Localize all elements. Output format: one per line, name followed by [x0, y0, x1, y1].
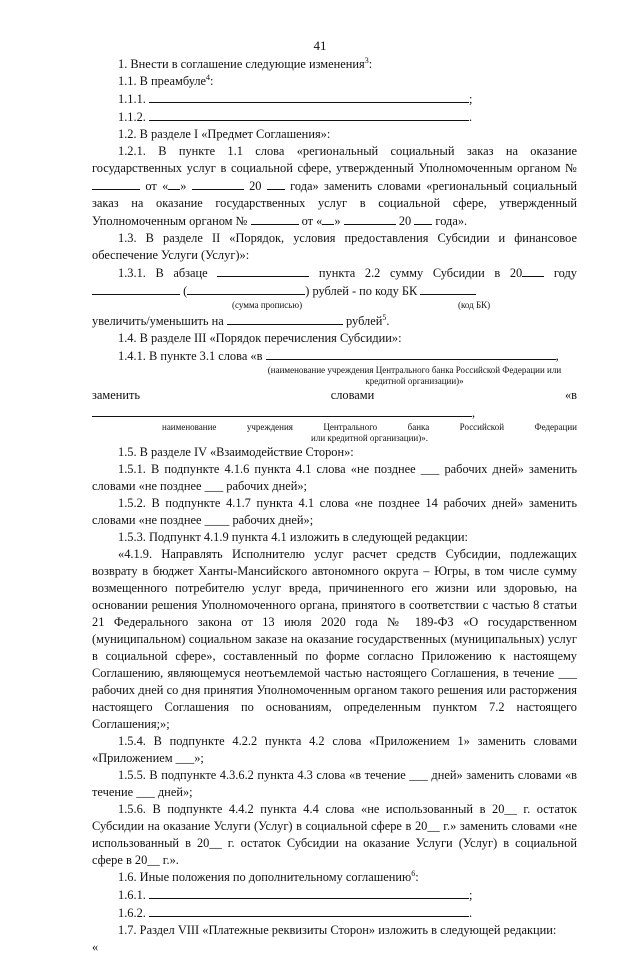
document-body: [92, 56, 577, 956]
item-1-1-2: [92, 108, 577, 126]
item-1-3-1-text-a: 1.3.1. В абзаце: [118, 266, 208, 280]
caption-bk-code: (код БК): [458, 300, 491, 310]
caption-row-sum: [92, 300, 577, 312]
item-1-6-2: [92, 904, 577, 922]
item-1-7: 1.7. Раздел VIII «Платежные реквизиты Сторон» изложить в следующей редакции:: [118, 923, 557, 937]
blank-line: [92, 404, 472, 417]
item-1-2-1-text-h: 20: [398, 214, 412, 228]
item-1-2-1-text-e: года» заменить словами «региональный социальный заказ на оказание государственных услуг в социальной сфере, утвержденный Уполномоченным органом №: [92, 179, 577, 228]
item-1-4-1-end: ,: [555, 349, 559, 363]
blank-line: [414, 212, 432, 225]
item-1-1-1: [92, 90, 577, 108]
item-1-5-5: 1.5.5. В подпункте 4.3.6.2 пункта 4.3 слова «в течение ___ дней» заменить словами «в течение ___ дней»;: [92, 768, 577, 799]
item-1-6-1: [92, 886, 577, 904]
blank-line: [251, 212, 299, 225]
item-1-4-1-text: 1.4.1. В пункте 3.1 слова «в: [118, 349, 263, 363]
item-1-1-2-label: 1.1.2.: [118, 110, 146, 124]
item-1-1-1-end: ;: [469, 92, 473, 106]
item-1-2-1-text-a: 1.2.1. В пункте 1.1 слова «региональный социальный заказ на оказание государственных услуг в социальной сфере, утвержденный Уполномоченным органом №: [92, 144, 577, 175]
item-1-2: 1.2. В разделе I «Предмет Соглашения»:: [118, 127, 331, 141]
blank-line: [187, 282, 305, 295]
item-1-3-1-text-d: (: [183, 284, 188, 298]
item-1-1-1-label: 1.1.1.: [118, 92, 146, 106]
caption-bank-1: (наименование учреждения Центрального банка Российской Федерации или кредитной организации)»: [267, 365, 562, 386]
item-1-2-1-text-d: 20: [249, 179, 262, 193]
item-1-3-1: [92, 264, 577, 300]
caption-bank-2a: наименование учреждения Центрального банка Российской Федерации: [162, 422, 577, 432]
item-1-3-1-cont-rub: рублей: [346, 314, 383, 328]
blank-line: [227, 312, 343, 325]
item-1-3-1-cont-end: .: [386, 314, 390, 328]
item-1-4-1-replace: [92, 387, 577, 422]
blank-line: [149, 904, 469, 917]
caption-sum-words: (сумма прописью): [232, 300, 303, 310]
blank-line: [267, 177, 285, 190]
blank-line: [522, 264, 544, 277]
item-1-6: [92, 869, 577, 886]
blank-line: [92, 177, 140, 190]
item-1-6-text: 1.6. Иные положения по дополнительному соглашению: [118, 870, 412, 884]
item-1-3: 1.3. В разделе II «Порядок, условия предоставления Субсидии и финансовое обеспечение Услуги (Услуг)»:: [92, 231, 577, 262]
item-1-2-1-text-b: от «: [145, 179, 169, 193]
item-1-5-1: 1.5.1. В подпункте 4.1.6 пункта 4.1 слова «не позднее ___ рабочих дней» заменить словами «не позднее ___ рабочих дней»;: [92, 462, 577, 493]
item-1-4-1-replace-end: ,: [472, 406, 476, 420]
footnote-ref-6: 6: [411, 868, 416, 878]
item-1-5-4: 1.5.4. В подпункте 4.2.2 пункта 4.2 слова «Приложением 1» заменить словами «Приложением ___»;: [92, 734, 577, 765]
item-1-3-1-text-c: году: [553, 266, 577, 280]
item-4-1-9-text: «4.1.9. Направлять Исполнителю услуг расчет средств Субсидии, подлежащих возврату в бюджет Ханты-Мансийского автономного округа – Югры, в том числе сумму возмещенного потребителю услуг вреда, причиненного его жизни или здоровью, на основании решения Уполномоченного органа, принятого в соответствии с частью 8 статьи 21 Федерального закона от 13 июля 2020 года № 189-ФЗ «О государственном (муниципальном) социальном заказе на оказание государственных (муниципальных) услуг в социальной сфере», составленный по форме согласно Приложению к настоящему Соглашению, являющемуся неотъемлемой частью настоящего Соглашения, в течение ___ рабочих дней со дня принятия Уполномоченным органом такого решения или расторжения настоящего Соглашения по основаниям, определенным пунктом 7.2 настоящего Соглашения;»;: [92, 547, 577, 731]
item-1-4-1: [92, 347, 577, 365]
item-1: [92, 56, 577, 73]
blank-line: [322, 212, 334, 225]
blank-line: [217, 264, 309, 277]
blank-line: [420, 282, 476, 295]
item-1-5-3: 1.5.3. Подпункт 4.1.9 пункта 4.1 изложить в следующей редакции:: [118, 530, 468, 544]
item-1-2-1-text-i: года».: [435, 214, 468, 228]
item-1-4-1-replace-text: заменить словами «в: [92, 388, 577, 402]
item-1-6-end: :: [415, 870, 419, 884]
item-1-2-1-text-f: от «: [301, 214, 323, 228]
item-1-5: 1.5. В разделе IV «Взаимодействие Сторон»:: [118, 445, 354, 459]
page-number: 41: [313, 38, 327, 53]
item-1-3-1-text-e: ) рублей - по коду БК: [305, 284, 418, 298]
item-1-6-1-label: 1.6.1.: [118, 888, 146, 902]
item-1-6-1-end: ;: [469, 888, 473, 902]
item-1-1: [92, 73, 577, 90]
caption-bank-2b: или кредитной организации)».: [311, 433, 428, 443]
footnote-ref-5: 5: [382, 312, 387, 322]
item-1-3-1-cont: [92, 312, 577, 330]
blank-line: [92, 282, 180, 295]
quote-open: «: [92, 940, 99, 954]
blank-line: [192, 177, 244, 190]
item-1-2-1: [92, 143, 577, 230]
blank-line: [344, 212, 396, 225]
blank-line: [168, 177, 180, 190]
item-1-4: 1.4. В разделе III «Порядок перечисления Субсидии»:: [118, 331, 402, 345]
blank-line: [149, 886, 469, 899]
item-1-1-2-end: .: [469, 110, 473, 124]
footnote-ref-3: 3: [364, 55, 369, 65]
item-1-1-text: 1.1. В преамбуле: [118, 74, 207, 88]
footnote-ref-4: 4: [206, 72, 211, 82]
item-1-6-2-end: .: [469, 906, 473, 920]
item-1-1-end: :: [210, 74, 214, 88]
item-1-5-2: 1.5.2. В подпункте 4.1.7 пункта 4.1 слова «не позднее 14 рабочих дней» заменить словами «не позднее ____ рабочих дней»;: [92, 496, 577, 527]
item-1-6-2-label: 1.6.2.: [118, 906, 146, 920]
item-1-3-1-text-b: пункта 2.2 сумму Субсидии в 20: [318, 266, 523, 280]
blank-line: [266, 347, 556, 360]
blank-line: [149, 90, 469, 103]
item-1-2-1-text-g: »: [334, 214, 341, 228]
item-1-3-1-cont-text: увеличить/уменьшить на: [92, 314, 224, 328]
item-1-2-1-text-c: »: [180, 179, 187, 193]
item-1-5-6: 1.5.6. В подпункте 4.4.2 пункта 4.4 слова «не использованный в 20__ г. остаток Субсидии на оказание Услуги (Услуг) в социальной сфере в 20__ г.» заменить словами «не использованный в 20__ г. остаток Субсидии на оказание Услуги (Услуг) в социальной сфере в 20__ г.».: [92, 802, 577, 867]
blank-line: [149, 108, 469, 121]
item-1-text: 1. Внести в соглашение следующие изменения: [118, 57, 365, 71]
item-1-end: :: [368, 57, 373, 71]
